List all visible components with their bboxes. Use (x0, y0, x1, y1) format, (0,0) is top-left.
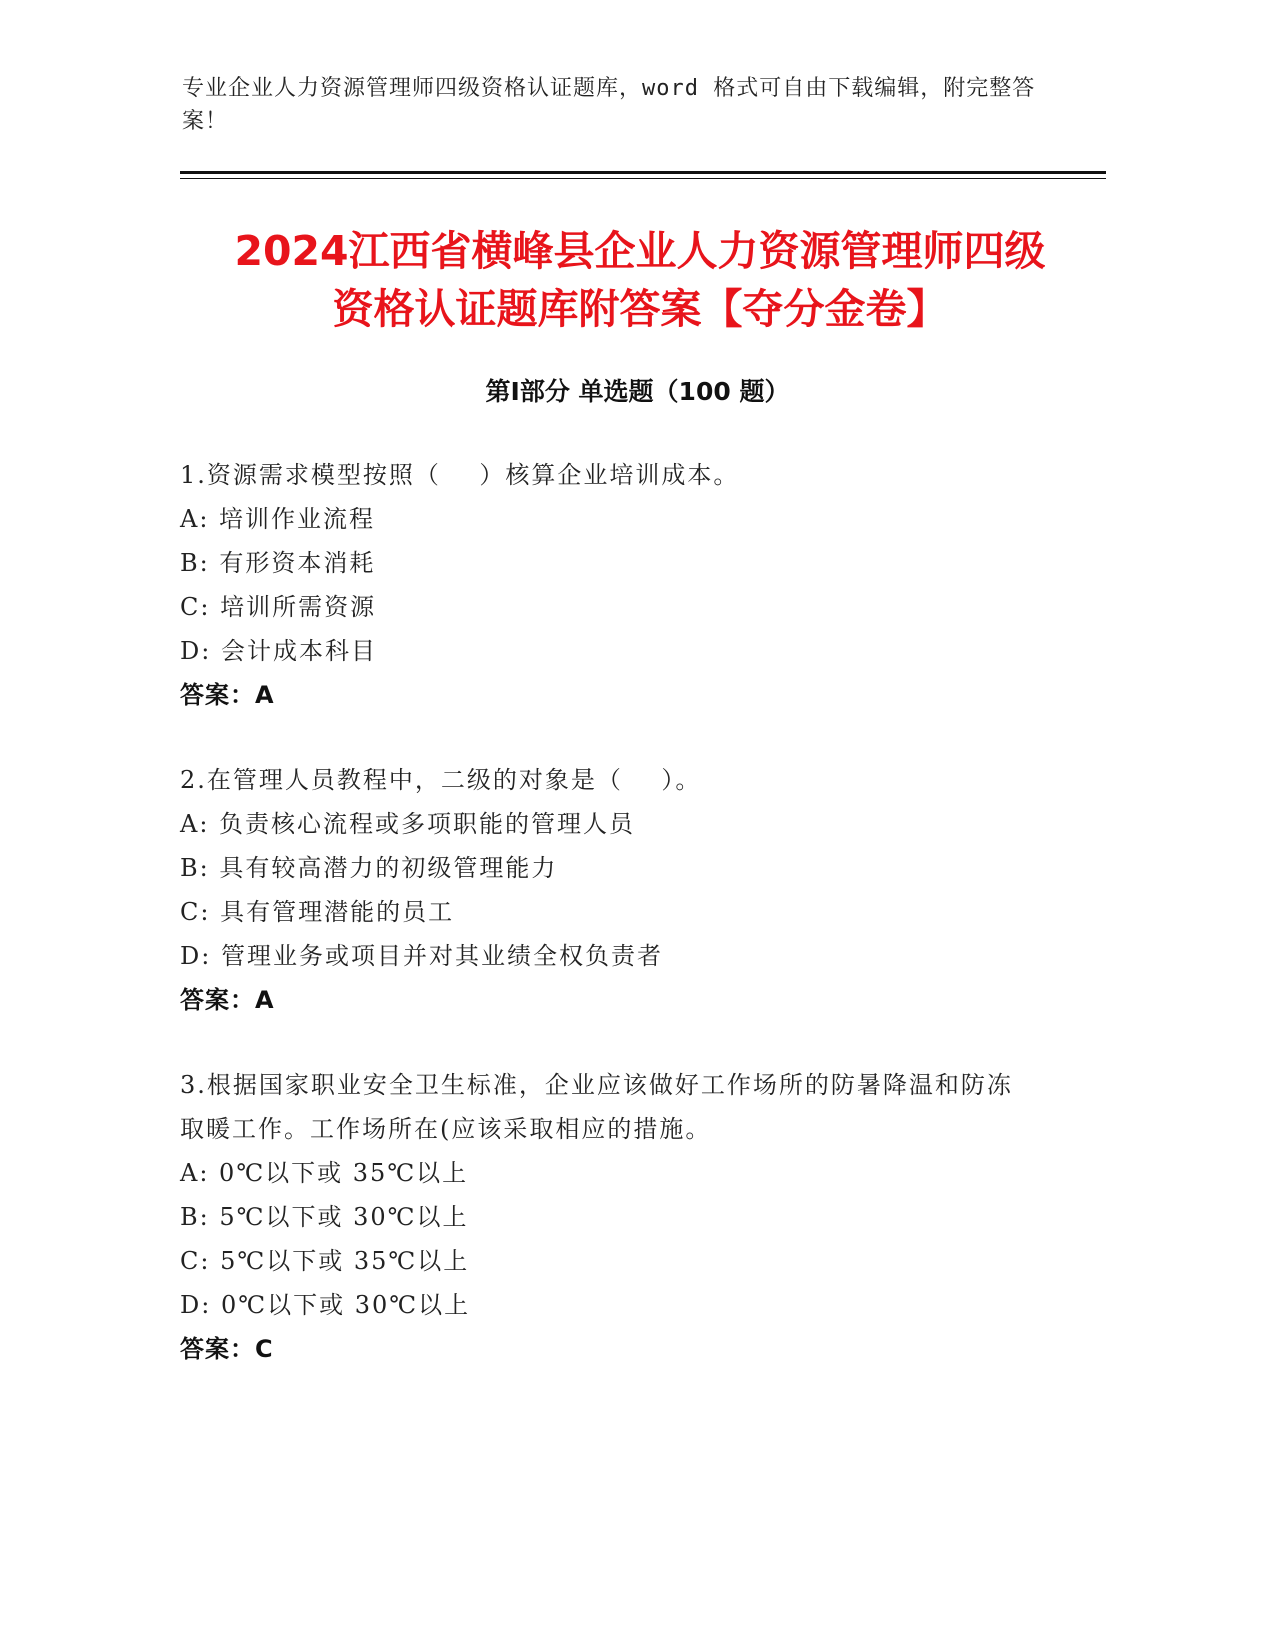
document-title (170, 222, 1110, 338)
section-heading: 第Ⅰ部分 单选题（100 题） (485, 377, 790, 406)
option-c: C: 5℃以下或 35℃以上 (180, 1247, 470, 1275)
option-d: D: 管理业务或项目并对其业绩全权负责者 (180, 942, 663, 970)
option-b: B: 具有较高潜力的初级管理能力 (180, 854, 558, 882)
option-c: C: 具有管理潜能的员工 (180, 898, 455, 926)
option-b: B: 有形资本消耗 (180, 549, 376, 577)
option-a: A: 培训作业流程 (180, 505, 376, 533)
question-2 (180, 758, 1040, 1022)
header-rule-thin (180, 178, 1106, 179)
option-c: C: 培训所需资源 (180, 593, 377, 621)
answer-label: 答案：C (180, 1335, 274, 1363)
question-stem: 3.根据国家职业安全卫生标准，企业应该做好工作场所的防暑降温和防冻取暖工作。工作场所在(应该采取相应的措施。 (180, 1071, 1013, 1143)
header-note: 专业企业人力资源管理师四级资格认证题库，word 格式可自由下载编辑，附完整答案！ (182, 76, 1036, 134)
question-3 (180, 1063, 1020, 1371)
option-d: D: 0℃以下或 30℃以上 (180, 1291, 471, 1319)
option-b: B: 5℃以下或 30℃以上 (180, 1203, 469, 1231)
answer-label: 答案：A (180, 986, 275, 1014)
option-d: D: 会计成本科目 (180, 637, 377, 665)
question-stem: 2.在管理人员教程中，二级的对象是（ ）。 (180, 766, 702, 794)
title-line-1: 2024江西省横峰县企业人力资源管理师四级 (234, 227, 1046, 275)
title-line-2: 资格认证题库附答案【夺分金卷】 (332, 285, 948, 333)
answer-label: 答案：A (180, 681, 275, 709)
option-a: A: 0℃以下或 35℃以上 (180, 1159, 469, 1187)
option-a: A: 负责核心流程或多项职能的管理人员 (180, 810, 636, 838)
question-1 (180, 453, 1040, 717)
question-stem: 1.资源需求模型按照（ ）核算企业培训成本。 (180, 461, 740, 489)
header-rule-thick (180, 171, 1106, 174)
